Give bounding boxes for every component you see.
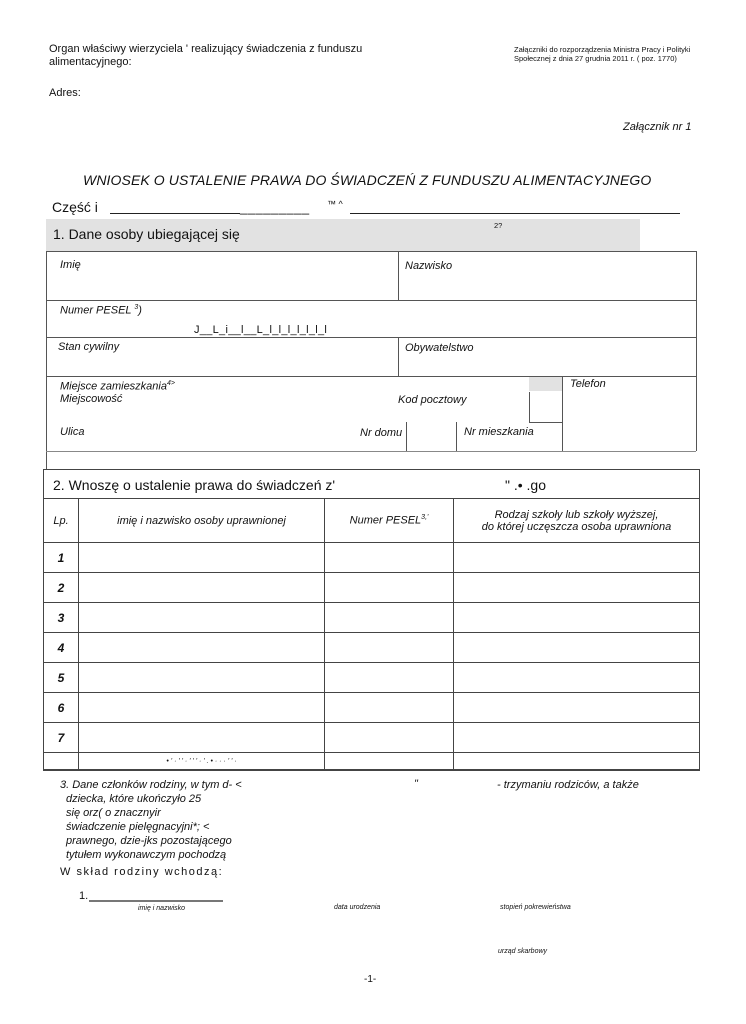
section1-heading: 1. Dane osoby ubiegającej się	[53, 226, 240, 242]
table-row	[44, 603, 700, 633]
regulation-line-2: Społecznej z dnia 27 grudnia 2011 r. ( poz. 1770)	[514, 54, 677, 63]
section2-heading-tail: " .• .go	[505, 477, 547, 493]
form-title: WNIOSEK O USTALENIE PRAWA DO ŚWIADCZEŃ Z FUNDUSZU ALIMENTACYJNEGO	[83, 172, 652, 188]
row-number: 5	[44, 663, 79, 693]
table-row	[44, 693, 700, 723]
pesel-cell[interactable]	[325, 573, 454, 603]
school-cell[interactable]	[454, 543, 700, 573]
pesel-boxes[interactable]: J__L_i__l__L_l_l_l_l_l_l_l	[194, 324, 328, 336]
col-tax-office: urząd skarbowy	[498, 948, 548, 955]
col-school: Rodzaj szkoły lub szkoły wyższej, do której uczęszcza osoba uprawniona	[454, 499, 700, 543]
col-lp: Lp.	[44, 499, 79, 543]
pesel-cell[interactable]	[325, 663, 454, 693]
pesel-cell[interactable]	[325, 633, 454, 663]
school-cell[interactable]	[454, 663, 700, 693]
name-cell[interactable]	[79, 543, 325, 573]
pesel-cell[interactable]	[325, 543, 454, 573]
annex-label: Załącznik nr 1	[623, 121, 692, 133]
table-row	[44, 633, 700, 663]
section1-top-rule	[46, 251, 696, 252]
section3-quote: "	[414, 778, 418, 790]
col-name: imię i nazwisko osoby uprawnionej	[79, 499, 325, 543]
first-name-label: Imię	[60, 259, 81, 271]
table-row	[44, 543, 700, 573]
table-row	[44, 723, 700, 753]
phone-divider	[562, 376, 563, 451]
row-number: 7	[44, 723, 79, 753]
part-dashes: _________	[240, 200, 310, 215]
pesel-cell[interactable]	[325, 603, 454, 633]
artifact-cell: • ' · ' ' · ' ' ' · ' . • · · · ' ' ·	[79, 753, 325, 770]
pesel-row-rule	[46, 337, 696, 338]
organ-line-1: Organ właściwy wierzyciela ' realizujący świadczenia z funduszu	[49, 43, 363, 55]
name-cell[interactable]	[79, 573, 325, 603]
row-number: 4	[44, 633, 79, 663]
surname-label: Nazwisko	[405, 260, 453, 272]
phone-label: Telefon	[570, 378, 606, 390]
section3-line-1a: 3. Dane członków rodziny, w tym d- <	[60, 779, 242, 791]
page-number: -1-	[364, 974, 377, 985]
regulation-line-1: Załączniki do rozporządzenia Ministra Pracy i Polityki	[514, 45, 691, 54]
citizenship-label: Obywatelstwo	[405, 342, 474, 354]
pesel-label: Numer PESEL $^3$)	[60, 304, 142, 317]
civil-row-rule	[46, 376, 696, 377]
name-cell[interactable]	[79, 723, 325, 753]
section3-line-1b: - trzymaniu rodziców, a także	[497, 779, 639, 791]
postal-divider	[529, 392, 530, 422]
section1-right-border	[696, 251, 697, 451]
table-row	[44, 663, 700, 693]
name-cell[interactable]	[79, 693, 325, 723]
pesel-cell	[325, 753, 454, 770]
school-cell[interactable]	[454, 633, 700, 663]
city-label: Miejscowość	[60, 393, 123, 405]
name-row-rule	[46, 300, 696, 301]
surname-field[interactable]	[401, 256, 693, 298]
section3-line-3: się orz( o znacznyir	[66, 807, 161, 819]
row-number: 3	[44, 603, 79, 633]
section3-line-5: prawnego, dzie-jks pozostającego	[66, 835, 232, 847]
name-cell[interactable]	[79, 663, 325, 693]
part-scan-artifact: ™ ^	[327, 199, 343, 209]
section3-line-6: tytułem wykonawczym pochodzą	[66, 849, 227, 861]
col-family-name: imię i nazwisko	[138, 905, 186, 912]
col-birth-date: data urodzenia	[334, 904, 381, 911]
part-rule	[350, 213, 680, 214]
row-number: 6	[44, 693, 79, 723]
row-number: 1	[44, 543, 79, 573]
section1-footnote-mark: 2?	[494, 221, 503, 230]
family-label: W skład rodziny wchodzą:	[60, 866, 224, 878]
postal-code-label: Kod pocztowy	[398, 394, 467, 406]
house-divider	[406, 422, 407, 451]
school-cell[interactable]	[454, 603, 700, 633]
name-cell[interactable]	[79, 603, 325, 633]
row-number: 2	[44, 573, 79, 603]
organ-line-2: alimentacyjnego:	[49, 56, 132, 68]
part-underline	[110, 213, 240, 214]
family-item-number: 1.	[79, 890, 89, 902]
residence-label: Miejsce zamieszkania$^{4>}$	[60, 380, 175, 393]
family-name-line[interactable]	[89, 900, 223, 902]
school-cell	[454, 753, 700, 770]
scan-smudge	[529, 377, 562, 391]
entitled-persons-table	[43, 498, 700, 770]
postal-rule	[529, 422, 562, 423]
table-row	[44, 753, 700, 770]
address-label: Adres:	[49, 87, 81, 99]
first-name-field[interactable]	[55, 256, 395, 298]
section1-left-border	[46, 251, 47, 469]
section2-heading: 2. Wnoszę o ustalenie prawa do świadczeń z'	[53, 477, 336, 493]
section3-line-2: dziecka, które ukończyło 25	[66, 793, 202, 805]
school-cell[interactable]	[454, 573, 700, 603]
col-relation: stopień pokrewieństwa	[500, 904, 571, 911]
apartment-no-label: Nr mieszkania	[464, 426, 534, 438]
civil-divider	[398, 337, 399, 376]
apartment-divider	[456, 422, 457, 451]
section3-line-4: świadczenie pielęgnacyjni*; <	[66, 821, 210, 833]
table-row	[44, 573, 700, 603]
name-cell[interactable]	[79, 633, 325, 663]
civil-status-label: Stan cywilny	[58, 341, 120, 353]
pesel-cell[interactable]	[325, 693, 454, 723]
pesel-cell[interactable]	[325, 723, 454, 753]
house-no-label: Nr domu	[360, 427, 403, 439]
row-number	[44, 753, 79, 770]
street-label: Ulica	[60, 426, 85, 438]
address-bottom-rule	[46, 451, 696, 452]
col-pesel: Numer $PESEL^{3,'}$	[325, 499, 454, 543]
part-label: Część i	[52, 199, 98, 215]
school-cell[interactable]	[454, 693, 700, 723]
name-divider	[398, 251, 399, 300]
school-cell[interactable]	[454, 723, 700, 753]
